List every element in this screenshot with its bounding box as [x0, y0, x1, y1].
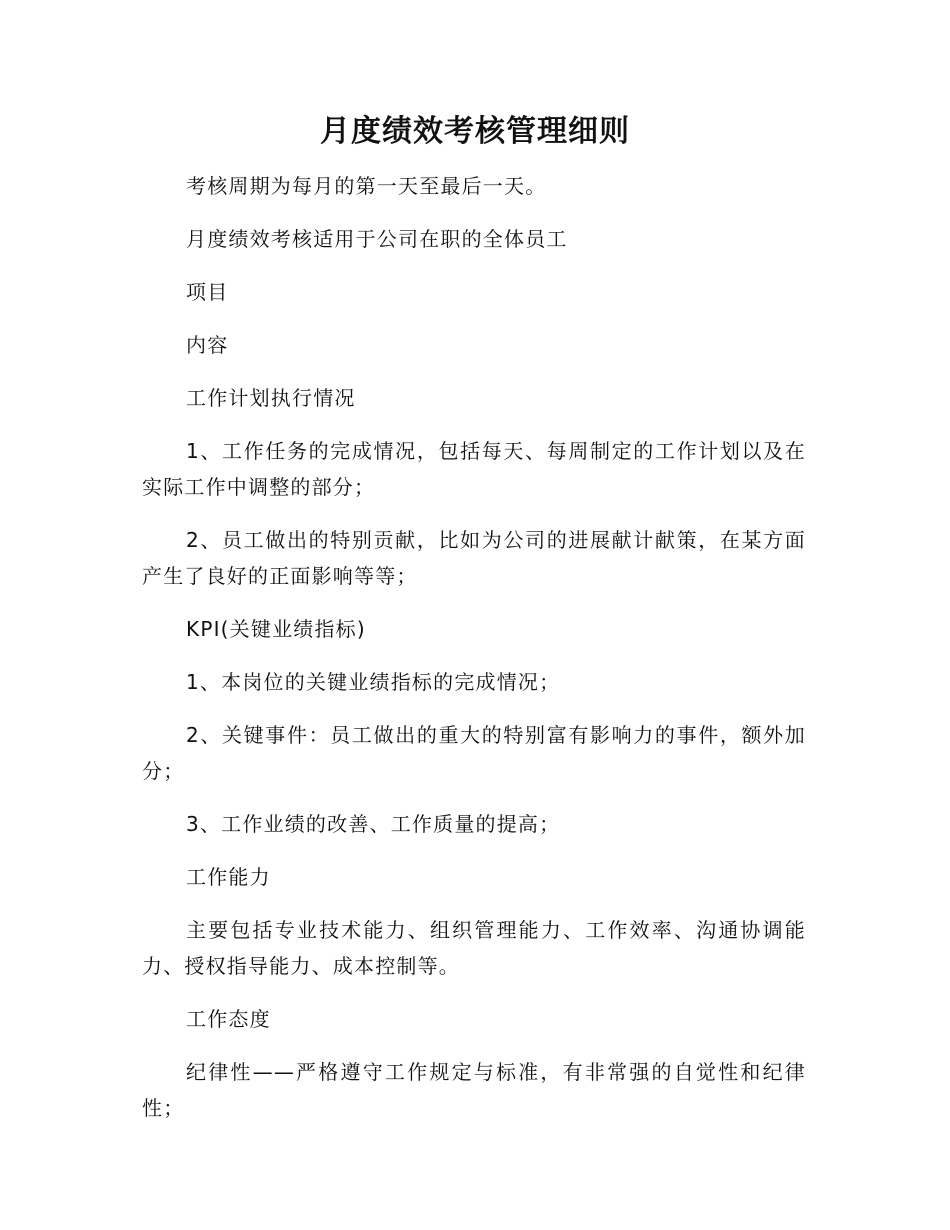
paragraph-content-header: 内容 [186, 333, 229, 357]
paragraph-kpi-item-2: 2、关键事件：员工做出的重大的特别富有影响力的事件，额外加分； [142, 723, 806, 783]
paragraph-work-ability-heading: 工作能力 [186, 865, 271, 889]
paragraph-kpi-heading: KPI(关键业绩指标) [186, 617, 366, 641]
paragraph-kpi-item-3: 3、工作业绩的改善、工作质量的提高； [186, 812, 561, 836]
paragraph-item-header: 项目 [186, 280, 229, 304]
paragraph-kpi-item-1: 1、本岗位的关键业绩指标的完成情况； [186, 670, 561, 694]
paragraph-work-attitude-heading: 工作态度 [186, 1007, 271, 1031]
paragraph-work-plan-item-1: 1、工作任务的完成情况，包括每天、每周制定的工作计划以及在实际工作中调整的部分； [142, 439, 806, 499]
paragraph-assessment-cycle: 考核周期为每月的第一天至最后一天。 [186, 174, 547, 198]
document-body [142, 168, 806, 1143]
paragraph-discipline: 纪律性——严格遵守工作规定与标准，有非常强的自觉性和纪律性； [142, 1060, 806, 1120]
paragraph-work-ability-content: 主要包括专业技术能力、组织管理能力、工作效率、沟通协调能力、授权指导能力、成本控制等。 [142, 918, 806, 978]
paragraph-work-plan-heading: 工作计划执行情况 [186, 386, 356, 410]
paragraph-work-plan-item-2: 2、员工做出的特别贡献，比如为公司的进展献计献策，在某方面产生了良好的正面影响等等； [142, 528, 806, 588]
paragraph-applicable-scope: 月度绩效考核适用于公司在职的全体员工 [186, 227, 568, 251]
document-title: 月度绩效考核管理细则 [320, 114, 630, 149]
